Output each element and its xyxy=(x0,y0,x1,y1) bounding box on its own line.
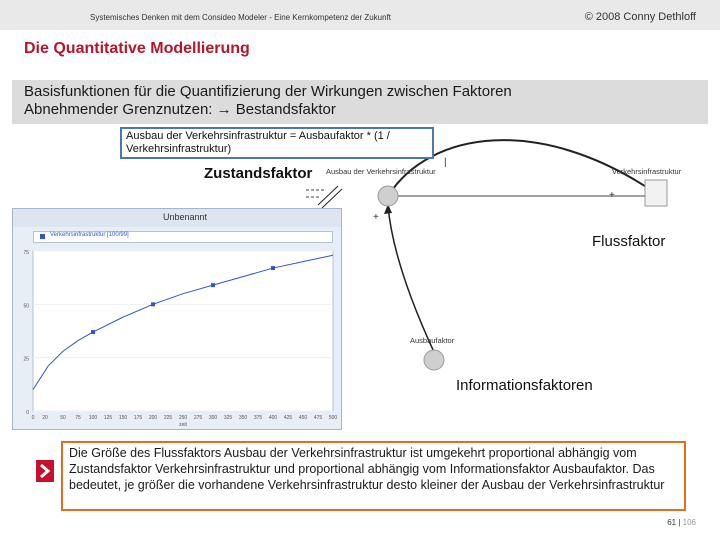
data-point xyxy=(271,266,275,270)
x-tick-label: 100 xyxy=(88,415,98,421)
chart-title: Unbenannt xyxy=(163,212,208,222)
formula-box: Ausbau der Verkehrsinfrastruktur = Ausbaufaktor * (1 / Verkehrsinfrastruktur) xyxy=(120,127,434,159)
x-tick-label: 450 xyxy=(298,415,308,421)
flussfaktor-label: Flussfaktor xyxy=(592,233,666,250)
chart-legend-box xyxy=(33,231,333,243)
x-tick-label: 500 xyxy=(328,415,338,421)
data-point xyxy=(151,302,155,306)
page-current: 61 xyxy=(667,518,677,527)
x-tick-label: 150 xyxy=(118,415,128,421)
y-tick-label: 75 xyxy=(23,250,29,256)
chart-plot xyxy=(13,245,341,429)
x-tick-label: 325 xyxy=(223,415,233,421)
page-title: Die Quantitative Modellierung xyxy=(24,40,250,57)
page-number xyxy=(667,518,696,527)
stock-node xyxy=(645,180,667,206)
chart-window xyxy=(12,208,342,430)
page-separator: | xyxy=(678,518,681,527)
data-point xyxy=(211,283,215,287)
arc-info-to-flow xyxy=(388,206,434,352)
page-total: 106 xyxy=(682,518,696,527)
x-axis-label: zeit xyxy=(179,422,187,428)
bar-sign: | xyxy=(444,157,447,168)
legend-marker-icon xyxy=(40,234,45,239)
x-tick-label: 200 xyxy=(148,415,158,421)
stock-node-label: Verkehrsinfrastruktur xyxy=(612,167,682,176)
x-tick-label: 175 xyxy=(133,415,143,421)
y-tick-label: 25 xyxy=(23,356,29,363)
data-point xyxy=(91,330,95,334)
x-tick-label: 125 xyxy=(103,415,113,421)
subtitle-line-2: Abnehmender Grenznutzen: → Bestandsfaktor xyxy=(24,101,336,118)
header-subtitle: Systemisches Denken mit dem Consideo Modeler - Eine Kernkompetenz der Zukunft xyxy=(90,13,392,22)
chart-legend: Verkehrsinfrastruktur [100/99] xyxy=(50,232,129,238)
plus-sign-stock: + xyxy=(609,190,615,201)
info-node xyxy=(424,350,444,370)
flow-node xyxy=(378,186,398,206)
x-tick-label: 20 xyxy=(42,415,48,421)
x-tick-label: 300 xyxy=(208,415,218,421)
x-tick-label: 225 xyxy=(163,415,173,421)
x-tick-label: 400 xyxy=(268,415,278,421)
explanation-box: Die Größe des Flussfaktors Ausbau der Verkehrsinfrastruktur ist umgekehrt proportional abhängig vom Zustandsfaktor Verkehrsinfrastruktur und proportional abhängig vom Informationsfaktor Ausbaufaktor. Das bedeutet, je größer die vorhandene Verkehrsinfrastruktur desto kleiner der Ausbau der Verkehrsinfrastruktur xyxy=(61,441,686,511)
copyright: © 2008 Conny Dethloff xyxy=(584,11,696,23)
informationsfaktoren-label: Informationsfaktoren xyxy=(456,377,593,394)
info-node-label: Ausbaufaktor xyxy=(410,336,455,345)
x-tick-label: 50 xyxy=(60,415,66,421)
zustandsfaktor-label: Zustandsfaktor xyxy=(204,165,313,182)
x-tick-label: 0 xyxy=(31,415,35,421)
chevron-right-icon xyxy=(36,460,54,482)
flow-node-label: Ausbau der Verkehrsinfrastruktur xyxy=(326,167,436,176)
x-tick-label: 250 xyxy=(178,415,188,421)
x-tick-label: 350 xyxy=(238,415,248,421)
x-tick-label: 75 xyxy=(75,415,81,421)
subtitle-line-1: Basisfunktionen für die Quantifizierung der Wirkungen zwischen Faktoren xyxy=(24,83,512,100)
plot-area xyxy=(33,251,333,411)
y-tick-label: 0 xyxy=(26,410,29,416)
y-tick-label: 50 xyxy=(23,303,29,310)
x-tick-label: 475 xyxy=(313,415,323,421)
plus-sign-info: + xyxy=(373,212,379,223)
x-tick-label: 375 xyxy=(253,415,263,421)
x-tick-label: 425 xyxy=(283,415,293,421)
x-tick-label: 275 xyxy=(193,415,203,421)
